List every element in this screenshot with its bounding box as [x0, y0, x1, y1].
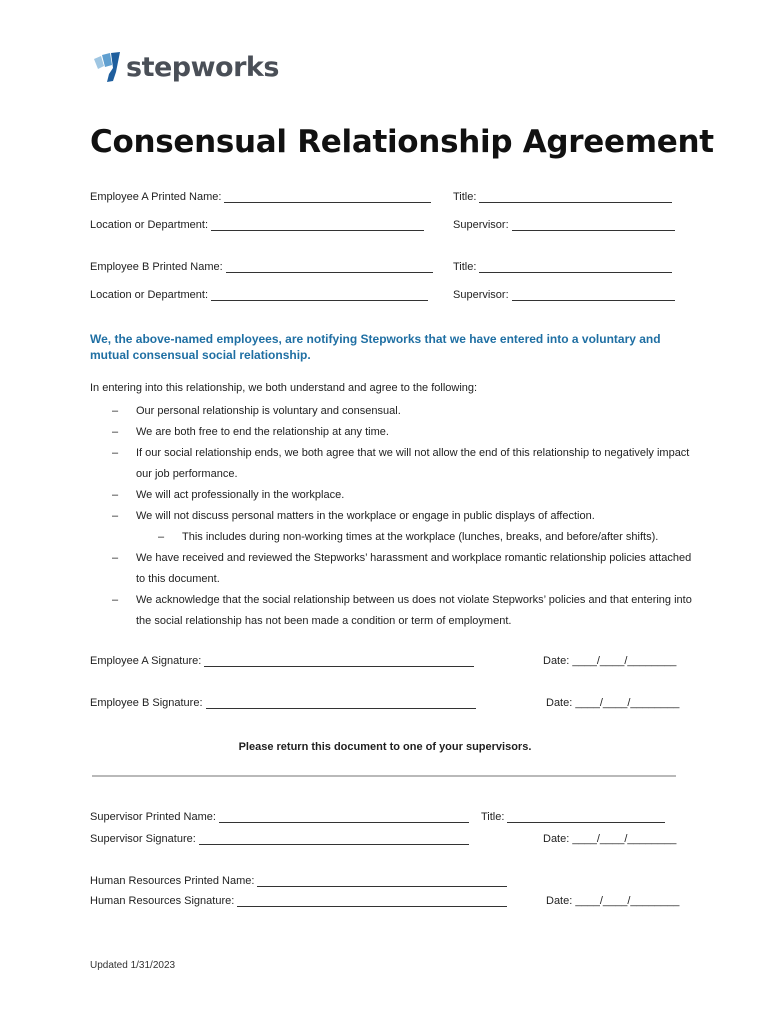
intro-statement: We, the above-named employees, are notifying Stepworks that we have entered into a voluntary and mutual consensual social relationship.	[90, 332, 661, 362]
bullet-dash: –	[112, 447, 119, 459]
list-item-text: We have received and reviewed the Stepworks’ harassment and workplace romantic relationship policies attached to this document.	[136, 552, 692, 585]
agreement-lead: In entering into this relationship, we both understand and agree to the following:	[90, 382, 478, 394]
employee-a-signature-label: Employee A Signature:	[90, 655, 202, 667]
bullet-dash: –	[112, 552, 119, 564]
supervisor-date-label: Date:	[543, 833, 570, 845]
hr-date-blank[interactable]: ____/____/________	[575, 895, 680, 907]
hr-date-label: Date:	[546, 895, 573, 907]
employee-b-supervisor-field[interactable]	[453, 289, 675, 301]
agreement-list	[112, 401, 692, 632]
supervisor-name-field[interactable]	[90, 811, 469, 823]
section-divider	[92, 775, 676, 777]
supervisor-name-line[interactable]	[219, 813, 469, 823]
bullet-dash: –	[112, 405, 119, 417]
hr-date-field[interactable]	[546, 895, 679, 907]
bullet-dash: –	[112, 594, 119, 606]
list-item-text: Our personal relationship is voluntary and consensual.	[136, 405, 401, 417]
return-instructions: Please return this document to one of your supervisors.	[238, 741, 532, 753]
employee-b-name-field[interactable]	[90, 261, 433, 273]
list-item	[112, 506, 692, 527]
updated-date: Updated 1/31/2023	[90, 960, 176, 971]
employee-a-title-line[interactable]	[479, 193, 672, 203]
employee-a-date-blank[interactable]: ____/____/________	[572, 655, 677, 667]
hr-signature-field[interactable]	[90, 895, 507, 907]
employee-a-name-label: Employee A Printed Name:	[90, 191, 222, 203]
supervisor-name-label: Supervisor Printed Name:	[90, 811, 216, 823]
employee-b-location-field[interactable]	[90, 289, 428, 301]
employee-a-location-field[interactable]	[90, 219, 424, 231]
employee-b-date-field[interactable]	[546, 697, 679, 709]
supervisor-signature-line[interactable]	[199, 835, 469, 845]
employee-a-title-label: Title:	[453, 191, 477, 203]
supervisor-date-field[interactable]	[543, 833, 676, 845]
list-item	[112, 443, 692, 485]
employee-b-date-blank[interactable]: ____/____/________	[575, 697, 680, 709]
list-item-text: We are both free to end the relationship at any time.	[136, 426, 389, 438]
supervisor-date-blank[interactable]: ____/____/________	[572, 833, 677, 845]
employee-a-name-line[interactable]	[224, 193, 431, 203]
bullet-dash: –	[112, 510, 119, 522]
employee-a-title-field[interactable]	[453, 191, 672, 203]
list-item	[112, 548, 692, 590]
stepworks-logo	[92, 50, 279, 84]
employee-a-signature-field[interactable]	[90, 655, 474, 667]
logo-text: stepworks	[126, 51, 279, 83]
hr-signature-label: Human Resources Signature:	[90, 895, 235, 907]
list-subitem	[112, 527, 692, 548]
list-item	[112, 422, 692, 443]
bullet-dash: –	[112, 489, 119, 501]
employee-a-signature-line[interactable]	[204, 657, 474, 667]
supervisor-signature-label: Supervisor Signature:	[90, 833, 196, 845]
employee-a-name-field[interactable]	[90, 191, 431, 203]
employee-b-title-field[interactable]	[453, 261, 672, 273]
list-item-text: If our social relationship ends, we both agree that we will not allow the end of this relationship to negatively impact our job performance.	[136, 447, 690, 480]
hr-name-line[interactable]	[257, 877, 507, 887]
page-title: Consensual Relationship Agreement	[90, 124, 714, 160]
employee-b-location-line[interactable]	[211, 291, 428, 301]
employee-b-supervisor-label: Supervisor:	[453, 289, 509, 301]
list-item-text: We will act professionally in the workplace.	[136, 489, 345, 501]
employee-a-supervisor-label: Supervisor:	[453, 219, 509, 231]
employee-b-signature-field[interactable]	[90, 697, 476, 709]
bullet-dash: –	[158, 531, 165, 543]
employee-b-name-label: Employee B Printed Name:	[90, 261, 223, 273]
list-item-text: This includes during non-working times at the workplace (lunches, breaks, and before/after shifts).	[182, 531, 659, 543]
bullet-dash: –	[112, 426, 119, 438]
list-item	[112, 590, 692, 632]
supervisor-signature-field[interactable]	[90, 833, 469, 845]
supervisor-title-field[interactable]	[481, 811, 665, 823]
employee-b-supervisor-line[interactable]	[512, 291, 675, 301]
list-item-text: We acknowledge that the social relationship between us does not violate Stepworks’ policies and that entering into the social relationship has not been made a condition or term of employment.	[136, 594, 692, 627]
employee-b-signature-label: Employee B Signature:	[90, 697, 203, 709]
employee-a-supervisor-line[interactable]	[512, 221, 675, 231]
supervisor-title-line[interactable]	[507, 813, 665, 823]
stepworks-mark-icon	[92, 50, 122, 84]
list-item	[112, 401, 692, 422]
employee-a-date-field[interactable]	[543, 655, 676, 667]
hr-name-field[interactable]	[90, 875, 507, 887]
employee-a-location-label: Location or Department:	[90, 219, 209, 231]
employee-b-name-line[interactable]	[226, 263, 433, 273]
supervisor-title-label: Title:	[481, 811, 505, 823]
employee-b-title-line[interactable]	[479, 263, 672, 273]
list-item-text: We will not discuss personal matters in the workplace or engage in public displays of affection.	[136, 510, 595, 522]
employee-b-title-label: Title:	[453, 261, 477, 273]
hr-name-label: Human Resources Printed Name:	[90, 875, 255, 887]
hr-signature-line[interactable]	[237, 897, 507, 907]
list-item	[112, 485, 692, 506]
employee-a-location-line[interactable]	[211, 221, 424, 231]
employee-b-signature-line[interactable]	[206, 699, 476, 709]
employee-a-date-label: Date:	[543, 655, 570, 667]
employee-a-supervisor-field[interactable]	[453, 219, 675, 231]
employee-b-date-label: Date:	[546, 697, 573, 709]
employee-b-location-label: Location or Department:	[90, 289, 209, 301]
